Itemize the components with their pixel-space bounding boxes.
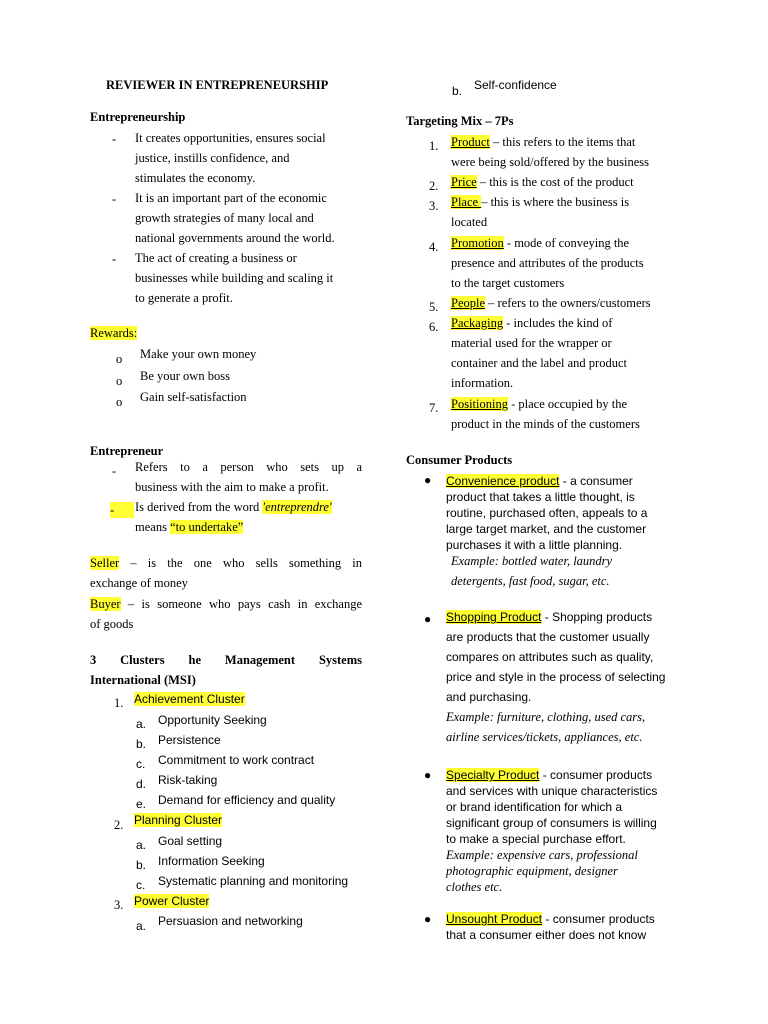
list-number: 6.: [429, 320, 439, 334]
list-item: Packaging - includes the kind of material used for the wrapper or container and the label and product information.: [451, 316, 627, 390]
list-item: Persuasion and networking: [158, 914, 303, 928]
seller-definition: Seller – is the one who sells something in exchange of money: [90, 556, 362, 590]
circle-bullet: o: [116, 352, 123, 366]
letter: a.: [136, 919, 147, 933]
list-item: Be your own boss: [140, 369, 230, 383]
bullet-dot: ●: [424, 768, 432, 782]
list-item: Risk-taking: [158, 773, 218, 787]
list-item: Place – this is where the business is located: [451, 195, 630, 229]
clusters-heading: 3 Clusters he Management Systems International (MSI): [90, 653, 362, 687]
list-item: Product – this refers to the items that were being sold/offered by the business: [451, 135, 649, 169]
list-item: Positioning - place occupied by the product in the minds of the customers: [451, 397, 640, 431]
page-title: REVIEWER IN ENTREPRENEURSHIP: [106, 78, 329, 92]
cluster-name: Planning Cluster: [134, 813, 223, 827]
list-number: 3.: [429, 199, 439, 213]
buyer-definition: Buyer – is someone who pays cash in exchange of goods: [90, 597, 362, 631]
letter: a.: [136, 838, 147, 852]
list-item: Gain self-satisfaction: [140, 390, 247, 404]
list-number: 2.: [429, 179, 439, 193]
cluster-name: Power Cluster: [134, 894, 210, 908]
letter: b.: [136, 737, 147, 751]
convenience-product: Convenience product - a consumer product that takes a little thought, is routine, purchased often, appeals to a large target market, and the customer purchases it with a little planning.: [446, 474, 648, 552]
bullet-dot: ●: [424, 473, 432, 487]
list-item: Is derived from the word 'entreprendre' means “to undertake”: [135, 500, 332, 534]
list-item: Opportunity Seeking: [158, 713, 267, 727]
list-item: Price – this is the cost of the product: [451, 175, 634, 189]
circle-bullet: o: [116, 395, 123, 409]
letter: e.: [136, 797, 147, 811]
list-item: Refers to a person who sets up a business with the aim to make a profit.: [135, 460, 362, 494]
list-item: Commitment to work contract: [158, 753, 315, 767]
list-number: 1.: [114, 696, 124, 710]
list-number: 7.: [429, 401, 439, 415]
cluster-name: Achievement Cluster: [134, 692, 245, 706]
list-item: Information Seeking: [158, 854, 265, 868]
list-item: It is an important part of the economic growth strategies of many local and national governments around the world.: [135, 191, 335, 245]
entrepreneur-heading: Entrepreneur: [90, 444, 164, 458]
list-item: Self-confidence: [474, 78, 557, 92]
list-item: Demand for efficiency and quality: [158, 793, 336, 807]
letter: b.: [136, 858, 147, 872]
letter: c.: [136, 757, 146, 771]
list-number: 3.: [114, 898, 124, 912]
entrepreneurship-heading: Entrepreneurship: [90, 110, 186, 124]
circle-bullet: o: [116, 374, 123, 388]
targeting-mix-heading: Targeting Mix – 7Ps: [406, 114, 514, 128]
dash-bullet: -: [112, 464, 117, 478]
convenience-example: Example: bottled water, laundry detergents, fast food, sugar, etc.: [451, 554, 613, 588]
letter: d.: [136, 777, 147, 791]
list-item: Promotion - mode of conveying the presence and attributes of the products to the target customers: [451, 236, 644, 290]
letter: b.: [452, 84, 463, 98]
rewards-heading: Rewards:: [90, 326, 138, 340]
dash-bullet: -: [112, 192, 117, 206]
letter: a.: [136, 717, 147, 731]
list-number: 2.: [114, 818, 124, 832]
list-item: The act of creating a business or businesses while building and scaling it to generate a profit.: [135, 251, 334, 305]
dash-bullet: -: [110, 502, 134, 518]
shopping-product: Shopping Product - Shopping products are products that the customer usually compares on attributes such as quality, price and style in the process of selecting and purchasing.: [446, 610, 666, 704]
letter: c.: [136, 878, 146, 892]
specialty-example: Example: expensive cars, professional photographic equipment, designer clothes etc.: [446, 848, 638, 894]
bullet-dot: ●: [424, 912, 432, 926]
dash-bullet: -: [112, 132, 117, 146]
list-number: 1.: [429, 139, 439, 153]
specialty-product: Specialty Product - consumer products and services with unique characteristics or brand identification for which a significant group of consumers is willing to make a special purchase effort.: [446, 768, 658, 846]
unsought-product: Unsought Product - consumer products that a consumer either does not know: [446, 912, 655, 942]
bullet-dot: ●: [424, 612, 432, 626]
list-item: People – refers to the owners/customers: [451, 296, 651, 310]
list-number: 5.: [429, 300, 439, 314]
list-item: Goal setting: [158, 834, 223, 848]
list-item: Persistence: [158, 733, 221, 747]
list-item: Systematic planning and monitoring: [158, 874, 349, 888]
list-number: 4.: [429, 240, 439, 254]
dash-bullet: -: [112, 252, 117, 266]
consumer-products-heading: Consumer Products: [406, 453, 513, 467]
list-item: It creates opportunities, ensures social justice, instills confidence, and stimulates the economy.: [135, 131, 326, 185]
list-item: Make your own money: [140, 347, 257, 361]
shopping-example: Example: furniture, clothing, used cars, airline services/tickets, appliances, etc.: [446, 710, 646, 744]
